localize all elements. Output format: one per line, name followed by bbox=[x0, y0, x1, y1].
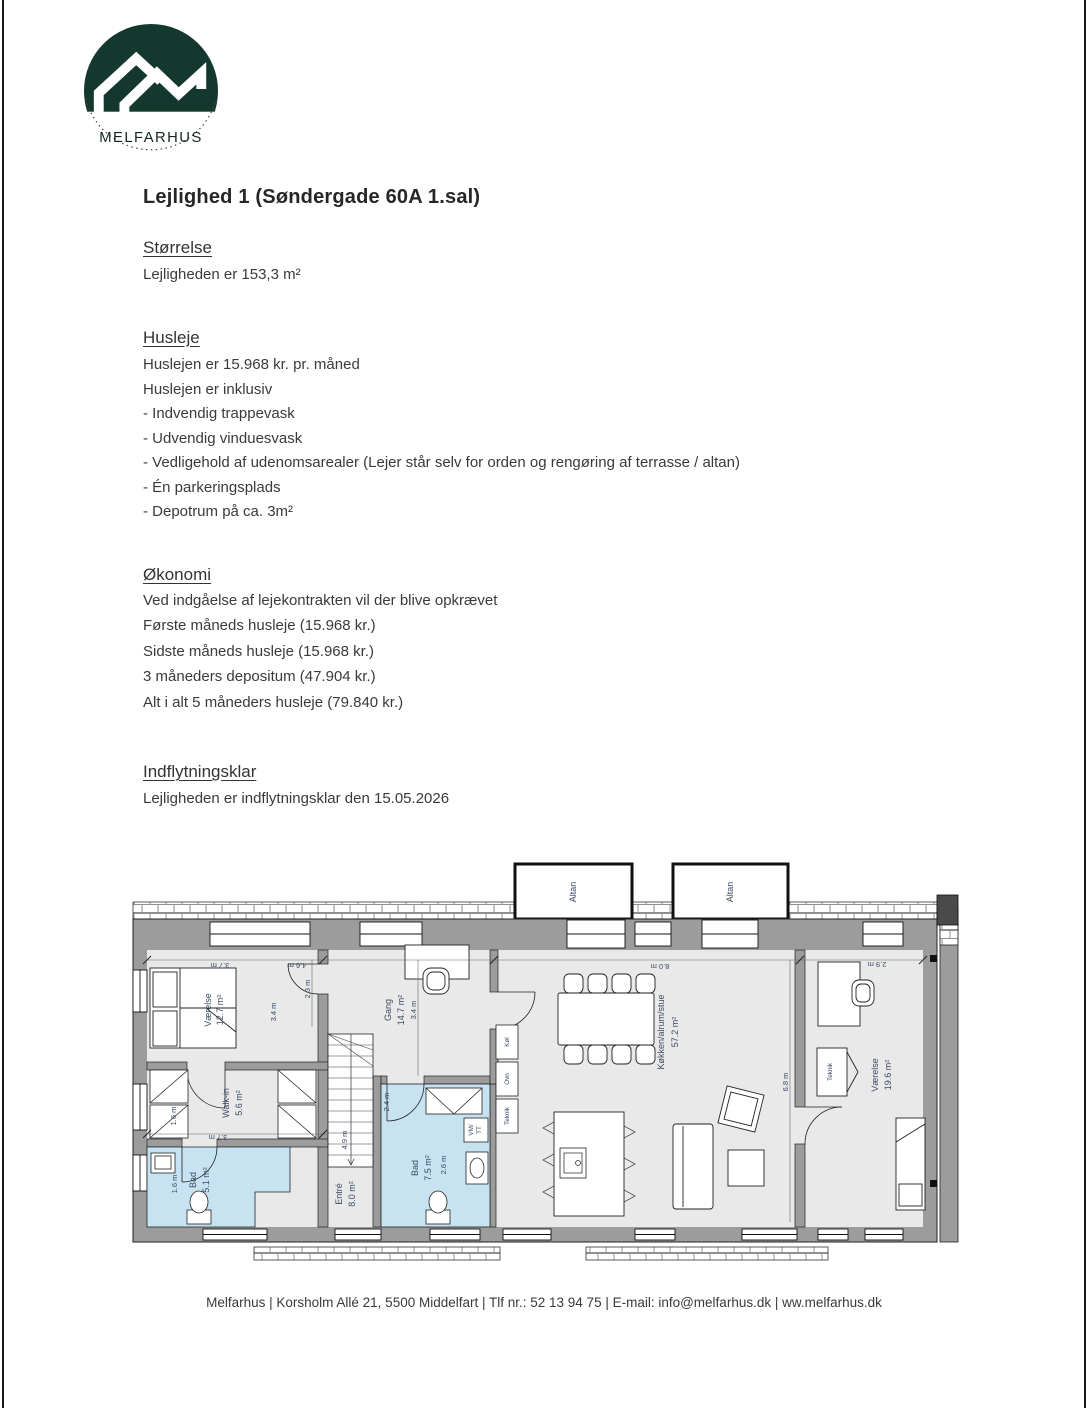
room-area-gang: 14.7 m² bbox=[396, 994, 406, 1026]
footer-contact-line: Melfarhus | Korsholm Allé 21, 5500 Middelfart | Tlf nr.: 52 13 94 75 | E-mail: info@melfarhus.dk | ww.melfarhus.dk bbox=[206, 1295, 882, 1310]
dim-8-0m: 8.0 m bbox=[650, 962, 670, 971]
page-border-right bbox=[1084, 0, 1086, 1408]
heading-indflytningsklar: Indflytningsklar bbox=[143, 762, 257, 781]
rent-line: - Én parkeringsplads bbox=[143, 479, 281, 496]
dim-1-6m-bad1: 1.6 m bbox=[170, 1174, 179, 1194]
economy-line: Ved indgåelse af lejekontrakten vil der blive opkrævet bbox=[143, 592, 498, 609]
dining-table bbox=[558, 974, 655, 1064]
economy-line: 3 måneders depositum (47.904 kr.) bbox=[143, 668, 376, 685]
room-label-vaerelse2: Værelse bbox=[870, 1058, 880, 1092]
movein-text: Lejligheden er indflytningsklar den 15.05.2026 bbox=[143, 790, 450, 807]
dim-6-8m: 6.8 m bbox=[781, 1072, 790, 1092]
dim-3-4m-door: 3.4 m bbox=[269, 1002, 278, 1022]
room-label-vaerelse1: Værelse bbox=[203, 993, 213, 1027]
room-area-walkin: 5.6 m² bbox=[234, 1090, 244, 1116]
rent-line: Huslejen er 15.968 kr. pr. måned bbox=[143, 356, 360, 373]
label-vm: VM/ bbox=[468, 1124, 475, 1136]
kitchen-island bbox=[543, 1112, 635, 1216]
heading-oekonomi: Økonomi bbox=[143, 565, 212, 584]
label-koel: Køl bbox=[504, 1037, 511, 1047]
label-teknik-2: Teknik bbox=[827, 1063, 834, 1081]
page-border-left bbox=[2, 0, 4, 1408]
heading-husleje: Husleje bbox=[143, 328, 200, 347]
heading-stoerrelse: Størrelse bbox=[143, 238, 212, 257]
dim-3-7m-walkin: 3.7 m bbox=[208, 1133, 228, 1142]
melfarhus-logo bbox=[82, 22, 220, 160]
dim-2-6m: 2.6 m bbox=[439, 1155, 448, 1175]
rent-line: Huslejen er inklusiv bbox=[143, 381, 273, 398]
rent-line: - Udvendig vinduesvask bbox=[143, 430, 303, 447]
economy-line: Sidste måneds husleje (15.968 kr.) bbox=[143, 643, 374, 660]
room-area-vaerelse2: 19.6 m² bbox=[883, 1059, 893, 1091]
dim-2-9m: 2.9 m bbox=[867, 960, 887, 969]
size-text: Lejligheden er 153,3 m² bbox=[143, 266, 301, 283]
dim-3-4m-gang: 3.4 m bbox=[409, 1000, 418, 1020]
floor-plan bbox=[130, 862, 960, 1267]
room-label-altan-2: Altan bbox=[725, 881, 735, 903]
dim-2-4m: 2.4 m bbox=[382, 1092, 391, 1112]
label-ovn: Ovn bbox=[504, 1073, 511, 1085]
balcony-altan-1 bbox=[515, 864, 632, 919]
economy-line: Alt i alt 5 måneders husleje (79.840 kr.) bbox=[143, 694, 404, 711]
room-area-kitchen: 57.2 m² bbox=[670, 1016, 680, 1048]
page-title: Lejlighed 1 (Søndergade 60A 1.sal) bbox=[143, 186, 481, 208]
rent-line: - Depotrum på ca. 3m² bbox=[143, 503, 294, 520]
dim-4-6m: 4.6 m bbox=[287, 961, 307, 970]
room-label-walkin: Walk-in bbox=[221, 1088, 231, 1118]
room-area-vaerelse1: 12.7 m² bbox=[215, 994, 225, 1026]
room-label-altan-1: Altan bbox=[568, 881, 578, 903]
room-label-bad1: Bad bbox=[188, 1171, 198, 1189]
room-area-bad1: 5.1 m² bbox=[201, 1167, 211, 1193]
dim-3-7m-top: 3.7 m bbox=[210, 961, 230, 970]
rent-line: - Vedligehold af udenomsarealer (Lejer står selv for orden og rengøring af terrasse / altan) bbox=[143, 454, 740, 471]
dim-1-6m-walkin: 1.6 m bbox=[169, 1106, 178, 1126]
label-teknik-1: Teknik bbox=[504, 1107, 511, 1125]
room-label-kitchen: Køkken/alrum/stue bbox=[656, 994, 666, 1070]
logo-brand-text: MELFARHUS bbox=[99, 130, 203, 147]
room-label-entre: Entré bbox=[334, 1183, 344, 1205]
bottom-hatch bbox=[254, 1247, 828, 1260]
room-area-bad2: 7.5 m² bbox=[423, 1155, 433, 1181]
room-label-bad2: Bad bbox=[410, 1159, 420, 1177]
balcony-altan-2 bbox=[673, 864, 788, 919]
economy-line: Første måneds husleje (15.968 kr.) bbox=[143, 617, 376, 634]
rent-line: - Indvendig trappevask bbox=[143, 405, 295, 422]
room-area-entre: 8.0 m² bbox=[347, 1181, 357, 1207]
dim-2-3m: 2.3 m bbox=[303, 979, 312, 999]
staircase bbox=[328, 1034, 373, 1167]
dim-4-9m: 4.9 m bbox=[340, 1130, 349, 1150]
label-tt: TT bbox=[476, 1126, 483, 1134]
room-label-gang: Gang bbox=[383, 998, 393, 1022]
